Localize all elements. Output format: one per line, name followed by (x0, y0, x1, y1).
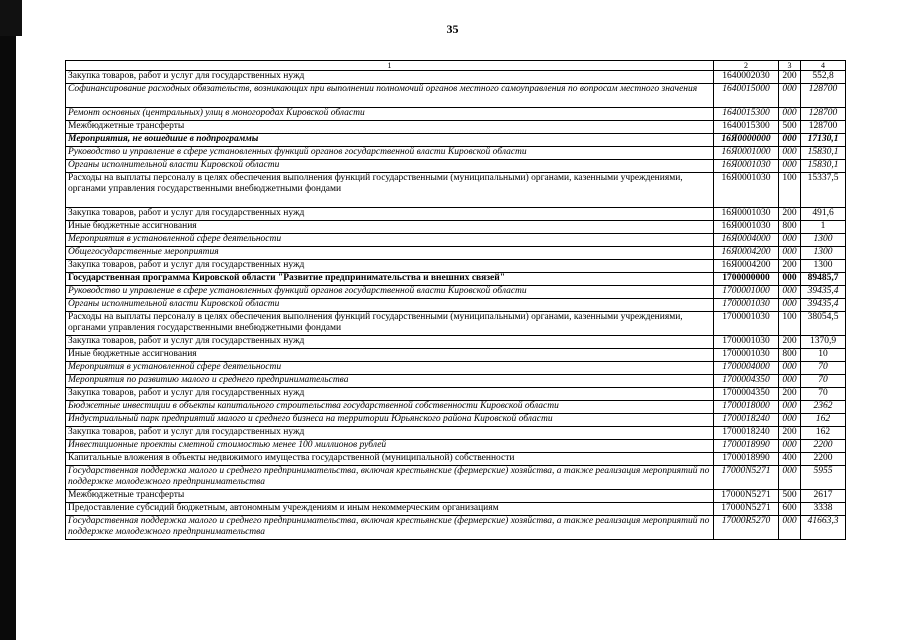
header-col-4: 4 (801, 61, 846, 71)
row-sum-cell: 1300 (801, 247, 846, 260)
row-type-cell: 200 (779, 427, 801, 440)
row-sum-cell: 128700 (801, 108, 846, 121)
row-name-cell: Органы исполнительной власти Кировской области (66, 299, 714, 312)
table-row (66, 234, 846, 247)
table-row (66, 453, 846, 466)
row-type-cell: 200 (779, 388, 801, 401)
row-sum-cell: 15830,1 (801, 160, 846, 173)
row-code-cell: 16Я0001030 (714, 221, 779, 234)
row-code-cell: 1700001000 (714, 286, 779, 299)
row-code-cell: 1700018000 (714, 401, 779, 414)
row-sum-cell: 39435,4 (801, 286, 846, 299)
row-code-cell: 16Я0004000 (714, 234, 779, 247)
row-type-cell: 000 (779, 440, 801, 453)
row-sum-cell: 89485,7 (801, 273, 846, 286)
table-row (66, 312, 846, 336)
row-type-cell: 000 (779, 516, 801, 540)
row-sum-cell: 128700 (801, 121, 846, 134)
row-code-cell: 1700001030 (714, 312, 779, 336)
row-type-cell: 100 (779, 173, 801, 208)
table-row (66, 121, 846, 134)
table-row (66, 108, 846, 121)
table-row (66, 208, 846, 221)
row-code-cell: 17000N5271 (714, 466, 779, 490)
row-name-cell: Мероприятия по развитию малого и среднего предпринимательства (66, 375, 714, 388)
table-row (66, 414, 846, 427)
row-type-cell: 500 (779, 490, 801, 503)
row-sum-cell: 1 (801, 221, 846, 234)
row-sum-cell: 70 (801, 388, 846, 401)
row-sum-cell: 38054,5 (801, 312, 846, 336)
row-type-cell: 000 (779, 160, 801, 173)
table-row (66, 71, 846, 84)
row-type-cell: 600 (779, 503, 801, 516)
row-type-cell: 000 (779, 234, 801, 247)
row-name-cell: Мероприятия в установленной сфере деятельности (66, 234, 714, 247)
row-sum-cell: 1300 (801, 260, 846, 273)
header-col-2: 2 (714, 61, 779, 71)
row-type-cell: 000 (779, 134, 801, 147)
row-code-cell: 17000N5271 (714, 490, 779, 503)
row-name-cell: Закупка товаров, работ и услуг для государственных нужд (66, 427, 714, 440)
row-type-cell: 800 (779, 349, 801, 362)
row-name-cell: Руководство и управление в сфере установленных функций органов государственной власти Кировской области (66, 286, 714, 299)
table-row (66, 286, 846, 299)
table-row (66, 401, 846, 414)
row-sum-cell: 15337,5 (801, 173, 846, 208)
row-name-cell: Закупка товаров, работ и услуг для государственных нужд (66, 336, 714, 349)
table-body (66, 71, 846, 540)
row-sum-cell: 41663,3 (801, 516, 846, 540)
row-type-cell: 000 (779, 466, 801, 490)
row-name-cell: Межбюджетные трансферты (66, 490, 714, 503)
row-sum-cell: 70 (801, 375, 846, 388)
row-name-cell: Закупка товаров, работ и услуг для государственных нужд (66, 71, 714, 84)
row-code-cell: 16Я0001030 (714, 208, 779, 221)
row-type-cell: 200 (779, 260, 801, 273)
row-sum-cell: 39435,4 (801, 299, 846, 312)
scan-edge-bar (0, 0, 16, 640)
table-row (66, 260, 846, 273)
row-type-cell: 000 (779, 414, 801, 427)
row-name-cell: Руководство и управление в сфере установленных функций органов государственной власти Кировской области (66, 147, 714, 160)
table-row (66, 349, 846, 362)
row-type-cell: 000 (779, 362, 801, 375)
row-sum-cell: 2362 (801, 401, 846, 414)
table-row (66, 362, 846, 375)
table-row (66, 490, 846, 503)
row-code-cell: 17000R5270 (714, 516, 779, 540)
row-sum-cell: 17130,1 (801, 134, 846, 147)
table-row (66, 173, 846, 208)
row-type-cell: 000 (779, 147, 801, 160)
row-sum-cell: 3338 (801, 503, 846, 516)
row-name-cell: Органы исполнительной власти Кировской области (66, 160, 714, 173)
row-sum-cell: 1300 (801, 234, 846, 247)
row-type-cell: 400 (779, 453, 801, 466)
row-name-cell: Индустриальный парк предприятий малого и среднего бизнеса на территории Юрьянского района Кировской области (66, 414, 714, 427)
row-sum-cell: 2617 (801, 490, 846, 503)
row-type-cell: 500 (779, 121, 801, 134)
row-name-cell: Мероприятия, не вошедшие в подпрограммы (66, 134, 714, 147)
page-number: 35 (446, 22, 459, 36)
row-code-cell: 17000N5271 (714, 503, 779, 516)
row-type-cell: 200 (779, 208, 801, 221)
table-row (66, 147, 846, 160)
row-sum-cell: 2200 (801, 440, 846, 453)
row-code-cell: 1700018240 (714, 414, 779, 427)
row-name-cell: Инвестиционные проекты сметной стоимостью менее 100 миллионов рублей (66, 440, 714, 453)
row-code-cell: 16Я0004200 (714, 260, 779, 273)
row-type-cell: 000 (779, 286, 801, 299)
row-code-cell: 1700018240 (714, 427, 779, 440)
table-row (66, 440, 846, 453)
table-row (66, 299, 846, 312)
row-sum-cell: 491,6 (801, 208, 846, 221)
row-name-cell: Закупка товаров, работ и услуг для государственных нужд (66, 260, 714, 273)
table-row (66, 134, 846, 147)
row-type-cell: 000 (779, 273, 801, 286)
table-row (66, 160, 846, 173)
row-name-cell: Иные бюджетные ассигнования (66, 221, 714, 234)
row-name-cell: Государственная поддержка малого и среднего предпринимательства, включая крестьянские (фермерские) хозяйства, а также реализация мероприятий по поддержке молодежного предпринимательства (66, 466, 714, 490)
row-name-cell: Бюджетные инвестиции в объекты капитального строительства государственной собственности Кировской области (66, 401, 714, 414)
table-row (66, 388, 846, 401)
row-name-cell: Расходы на выплаты персоналу в целях обеспечения выполнения функций государственными (муниципальными) органами, казенными учреждениями, органами управления государственными внебюджетными фондами (66, 312, 714, 336)
row-code-cell: 1700001030 (714, 336, 779, 349)
row-name-cell: Государственная поддержка малого и среднего предпринимательства, включая крестьянские (фермерские) хозяйства, а также реализация мероприятий по поддержке молодежного предпринимательства (66, 516, 714, 540)
row-code-cell: 16Я0001030 (714, 160, 779, 173)
table-row (66, 375, 846, 388)
row-name-cell: Предоставление субсидий бюджетным, автономным учреждениям и иным некоммерческим организациям (66, 503, 714, 516)
row-code-cell: 1700000000 (714, 273, 779, 286)
row-sum-cell: 70 (801, 362, 846, 375)
row-sum-cell: 5955 (801, 466, 846, 490)
row-code-cell: 1700001030 (714, 349, 779, 362)
row-code-cell: 1700004350 (714, 388, 779, 401)
row-sum-cell: 2200 (801, 453, 846, 466)
row-sum-cell: 1370,9 (801, 336, 846, 349)
row-name-cell: Закупка товаров, работ и услуг для государственных нужд (66, 388, 714, 401)
row-type-cell: 000 (779, 299, 801, 312)
table-row (66, 247, 846, 260)
table-row (66, 503, 846, 516)
row-type-cell: 100 (779, 312, 801, 336)
table-row (66, 466, 846, 490)
row-name-cell: Закупка товаров, работ и услуг для государственных нужд (66, 208, 714, 221)
row-code-cell: 16Я0004200 (714, 247, 779, 260)
row-code-cell: 16Я0000000 (714, 134, 779, 147)
row-code-cell: 16Я0001000 (714, 147, 779, 160)
row-sum-cell: 15830,1 (801, 147, 846, 160)
row-name-cell: Иные бюджетные ассигнования (66, 349, 714, 362)
row-code-cell: 1700001030 (714, 299, 779, 312)
row-type-cell: 800 (779, 221, 801, 234)
table-row (66, 221, 846, 234)
row-code-cell: 1640015300 (714, 108, 779, 121)
row-name-cell: Расходы на выплаты персоналу в целях обеспечения выполнения функций государственными (муниципальными) органами, казенными учреждениями, органами управления государственными внебюджетными фондами (66, 173, 714, 208)
row-code-cell: 1700004350 (714, 375, 779, 388)
row-sum-cell: 10 (801, 349, 846, 362)
row-type-cell: 200 (779, 71, 801, 84)
header-col-1: 1 (66, 61, 714, 71)
table-row (66, 336, 846, 349)
row-name-cell: Софинансирование расходных обязательств, возникающих при выполнении полномочий органов местного самоуправления по вопросам местного значения (66, 84, 714, 108)
row-name-cell: Капитальные вложения в объекты недвижимого имущества государственной (муниципальной) собственности (66, 453, 714, 466)
row-code-cell: 1700018990 (714, 440, 779, 453)
row-sum-cell: 162 (801, 427, 846, 440)
row-code-cell: 1640015300 (714, 121, 779, 134)
row-code-cell: 1640002030 (714, 71, 779, 84)
row-sum-cell: 162 (801, 414, 846, 427)
header-col-3: 3 (779, 61, 801, 71)
row-type-cell: 000 (779, 401, 801, 414)
row-type-cell: 000 (779, 247, 801, 260)
row-name-cell: Межбюджетные трансферты (66, 121, 714, 134)
row-sum-cell: 128700 (801, 84, 846, 108)
row-name-cell: Ремонт основных (центральных) улиц в моногородах Кировской области (66, 108, 714, 121)
table-row (66, 516, 846, 540)
table-row (66, 427, 846, 440)
row-name-cell: Государственная программа Кировской области "Развитие предпринимательства и внешних связей" (66, 273, 714, 286)
row-type-cell: 000 (779, 108, 801, 121)
row-name-cell: Общегосударственные мероприятия (66, 247, 714, 260)
row-name-cell: Мероприятия в установленной сфере деятельности (66, 362, 714, 375)
table-row (66, 273, 846, 286)
row-code-cell: 1700018990 (714, 453, 779, 466)
table-row (66, 84, 846, 108)
row-code-cell: 1640015000 (714, 84, 779, 108)
row-type-cell: 200 (779, 336, 801, 349)
row-code-cell: 16Я0001030 (714, 173, 779, 208)
row-code-cell: 1700004000 (714, 362, 779, 375)
table-header-row (66, 61, 846, 71)
budget-table (65, 60, 846, 540)
row-sum-cell: 552,8 (801, 71, 846, 84)
row-type-cell: 000 (779, 84, 801, 108)
row-type-cell: 000 (779, 375, 801, 388)
